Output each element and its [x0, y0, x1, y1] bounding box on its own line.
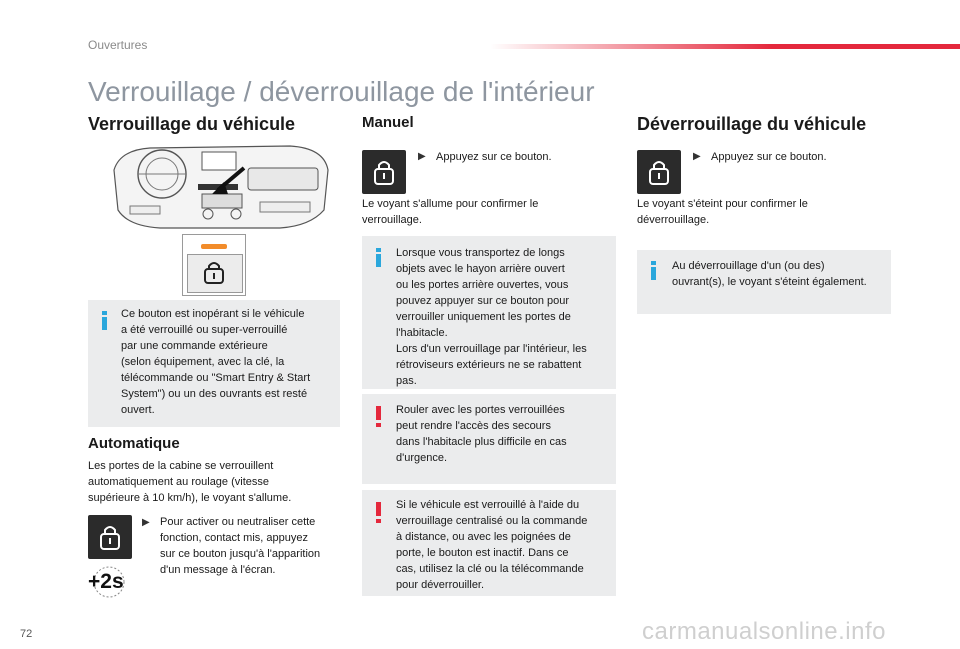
dashboard-drawing [110, 140, 332, 232]
indicator-light [201, 244, 227, 249]
warning-icon [375, 406, 383, 428]
padlock-icon [373, 158, 395, 191]
arrow-bullet-icon: ▶ [418, 151, 426, 162]
page-title: Verrouillage / déverrouillage de l'intérieur [88, 76, 595, 107]
unlock-instruction: Appuyez sur ce bouton. [711, 151, 827, 163]
arrow-bullet-icon: ▶ [142, 517, 150, 528]
manual-instruction: Appuyez sur ce bouton. [436, 151, 552, 163]
header-accent-bar [490, 44, 960, 49]
timer-icon [86, 564, 132, 600]
warning-text-inactive: Si le véhicule est verrouillé à l'aide du verrouillage centralisé ou la commande à distance, ou avec les poignées de porte, le bouton est inactif. Dans ce cas, utilisez la clé ou la télécommande pour déverrouiller. [396, 499, 588, 591]
info-text-long-objects: Lorsque vous transportez de longs objets avec le hayon arrière ouvert ou les portes arrière ouvertes, vous pouvez appuyer sur ce bouton pour verrouiller uniquement les portes de l'habitacle. Lors d'un verrouillage par l'intérieur, les rétroviseurs extérieurs ne se rabattent pas. [396, 247, 587, 387]
watermark: carmanualsonline.info [642, 618, 886, 645]
lock-button-manual [362, 150, 406, 194]
dashboard-illustration [110, 140, 332, 232]
lock-button-with-indicator [182, 234, 246, 296]
unlock-confirm-text: Le voyant s'éteint pour confirmer le déverrouillage. [637, 198, 808, 226]
info-icon [101, 311, 109, 331]
heading-locking: Verrouillage du véhicule [88, 114, 296, 134]
heading-automatic: Automatique [88, 435, 180, 452]
manual-confirm-text: Le voyant s'allume pour confirmer le verrouillage. [362, 198, 539, 226]
section-label: Ouvertures [88, 38, 148, 52]
info-icon [375, 248, 383, 268]
page-number: 72 [20, 628, 33, 640]
arrow-bullet-icon: ▶ [693, 151, 701, 162]
info-text-inoperative: Ce bouton est inopérant si le véhicule a été verrouillé ou super-verrouillé par une commande extérieure (selon équipement, avec la clé, la télécommande ou "Smart Entry & Start System") ou un des ouvrants est resté ouvert. [121, 308, 311, 416]
info-text-unlock: Au déverrouillage d'un (ou des) ouvrant(s), le voyant s'éteint également. [672, 260, 867, 288]
padlock-icon [648, 158, 670, 191]
automatic-text: Les portes de la cabine se verrouillent automatiquement au roulage (vitesse supérieure à 10 km/h), le voyant s'allume. [88, 460, 292, 504]
padlock-icon [203, 259, 225, 290]
warning-icon [375, 502, 383, 524]
padlock-icon [99, 523, 121, 556]
lock-button-automatic [88, 515, 132, 559]
heading-unlocking: Déverrouillage du véhicule [637, 114, 867, 134]
warning-box-inactive [362, 490, 616, 596]
lock-button-unlock [637, 150, 681, 194]
heading-manual: Manuel [362, 114, 414, 131]
info-box-unlock [637, 250, 891, 314]
timer-label: +2s [88, 570, 124, 593]
automatic-instruction: Pour activer ou neutraliser cette fonction, contact mis, appuyez sur ce bouton jusqu'à l'apparition d'un message à l'écran. [160, 516, 321, 576]
warning-text-emergency: Rouler avec les portes verrouillées peut rendre l'accès des secours dans l'habitacle plus difficile en cas d'urgence. [396, 404, 567, 464]
info-box-inoperative [88, 300, 340, 427]
info-icon [650, 261, 658, 281]
info-box-long-objects [362, 236, 616, 389]
warning-box-emergency [362, 394, 616, 484]
